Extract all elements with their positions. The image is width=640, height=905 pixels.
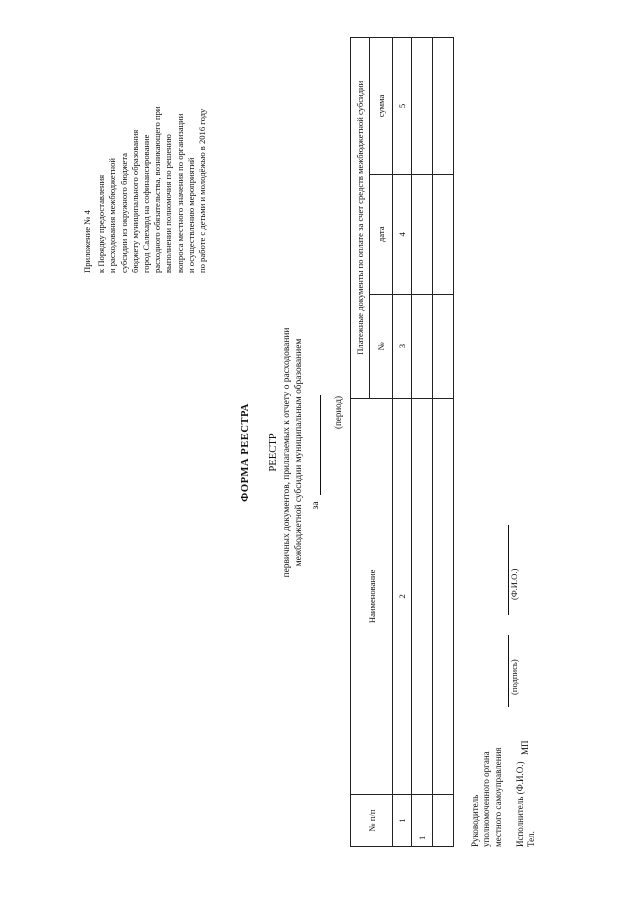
appendix-line: субсидии из окружного бюджета <box>118 152 129 273</box>
register-description-line: межбюджетной субсидии муниципальным образованием <box>294 338 304 567</box>
column-number-row <box>393 38 412 847</box>
period-row <box>310 0 321 905</box>
full-name-caption: (Ф.И.О.) <box>509 568 519 600</box>
signature-block <box>470 747 537 847</box>
appendix-title: Приложение № 4 <box>82 210 92 273</box>
row-number: 1 <box>412 795 433 847</box>
header-payment-docs: Платежные документы по оплате за счет средств межбюджетной субсидии <box>351 38 370 399</box>
header-name: Наименование <box>351 398 393 795</box>
register-title: РЕЕСТР <box>268 433 279 472</box>
appendix-line: по работе с детьми и молодёжью в 2016 году <box>197 108 208 273</box>
table-row <box>412 38 433 847</box>
table-cell <box>412 174 433 294</box>
table-cell <box>412 294 433 398</box>
appendix-line: выполнении полномочия по решению <box>163 134 174 273</box>
appendix-line: расходного обязательства, возникающего при <box>152 106 163 273</box>
table-cell <box>433 38 454 175</box>
period-prefix: за <box>310 501 321 510</box>
column-number: 4 <box>393 174 412 294</box>
column-number: 5 <box>393 38 412 175</box>
table-cell <box>433 174 454 294</box>
header-no: № п/п <box>351 795 393 847</box>
appendix-line: к Порядку предоставления <box>96 174 107 273</box>
phone-label: Тел. <box>526 831 537 847</box>
appendix-line: город Салехард на софинансирование <box>141 134 152 273</box>
period-blank-line <box>310 395 321 495</box>
spacer <box>504 747 515 847</box>
appendix-note <box>82 33 208 273</box>
appendix-line: и осуществлению мероприятий <box>185 157 196 273</box>
stamp-place-label: МП <box>520 740 530 755</box>
appendix-line: вопроса местного значения по организации <box>174 113 185 273</box>
table-cell <box>433 398 454 795</box>
head-title-line: Руководитель <box>470 794 480 847</box>
register-table <box>350 37 454 847</box>
header-date: дата <box>370 174 393 294</box>
head-title-line: уполномоченного органа <box>481 751 492 847</box>
table-header-row <box>351 38 370 847</box>
column-number: 1 <box>393 795 412 847</box>
table-cell <box>433 795 454 847</box>
signature-caption: (подпись) <box>509 659 519 695</box>
form-title: ФОРМА РЕЕСТРА <box>240 403 251 502</box>
register-description-line: первичных документов, прилагаемых к отчету о расходовании <box>282 327 292 578</box>
table-cell <box>412 398 433 795</box>
header-sum: сумма <box>370 38 393 175</box>
table-cell <box>412 38 433 175</box>
executor-label: Исполнитель (Ф.И.О.) <box>514 761 525 847</box>
header-doc-no: № <box>370 294 393 398</box>
table-cell <box>433 294 454 398</box>
column-number: 2 <box>393 398 412 795</box>
head-title-line: местного самоуправления <box>492 747 503 847</box>
appendix-line: и расходования межбюджетной <box>107 158 118 273</box>
column-number: 3 <box>393 294 412 398</box>
appendix-line: бюджету муниципального образования <box>129 129 140 273</box>
period-caption: (период) <box>333 396 343 429</box>
table-row <box>433 38 454 847</box>
